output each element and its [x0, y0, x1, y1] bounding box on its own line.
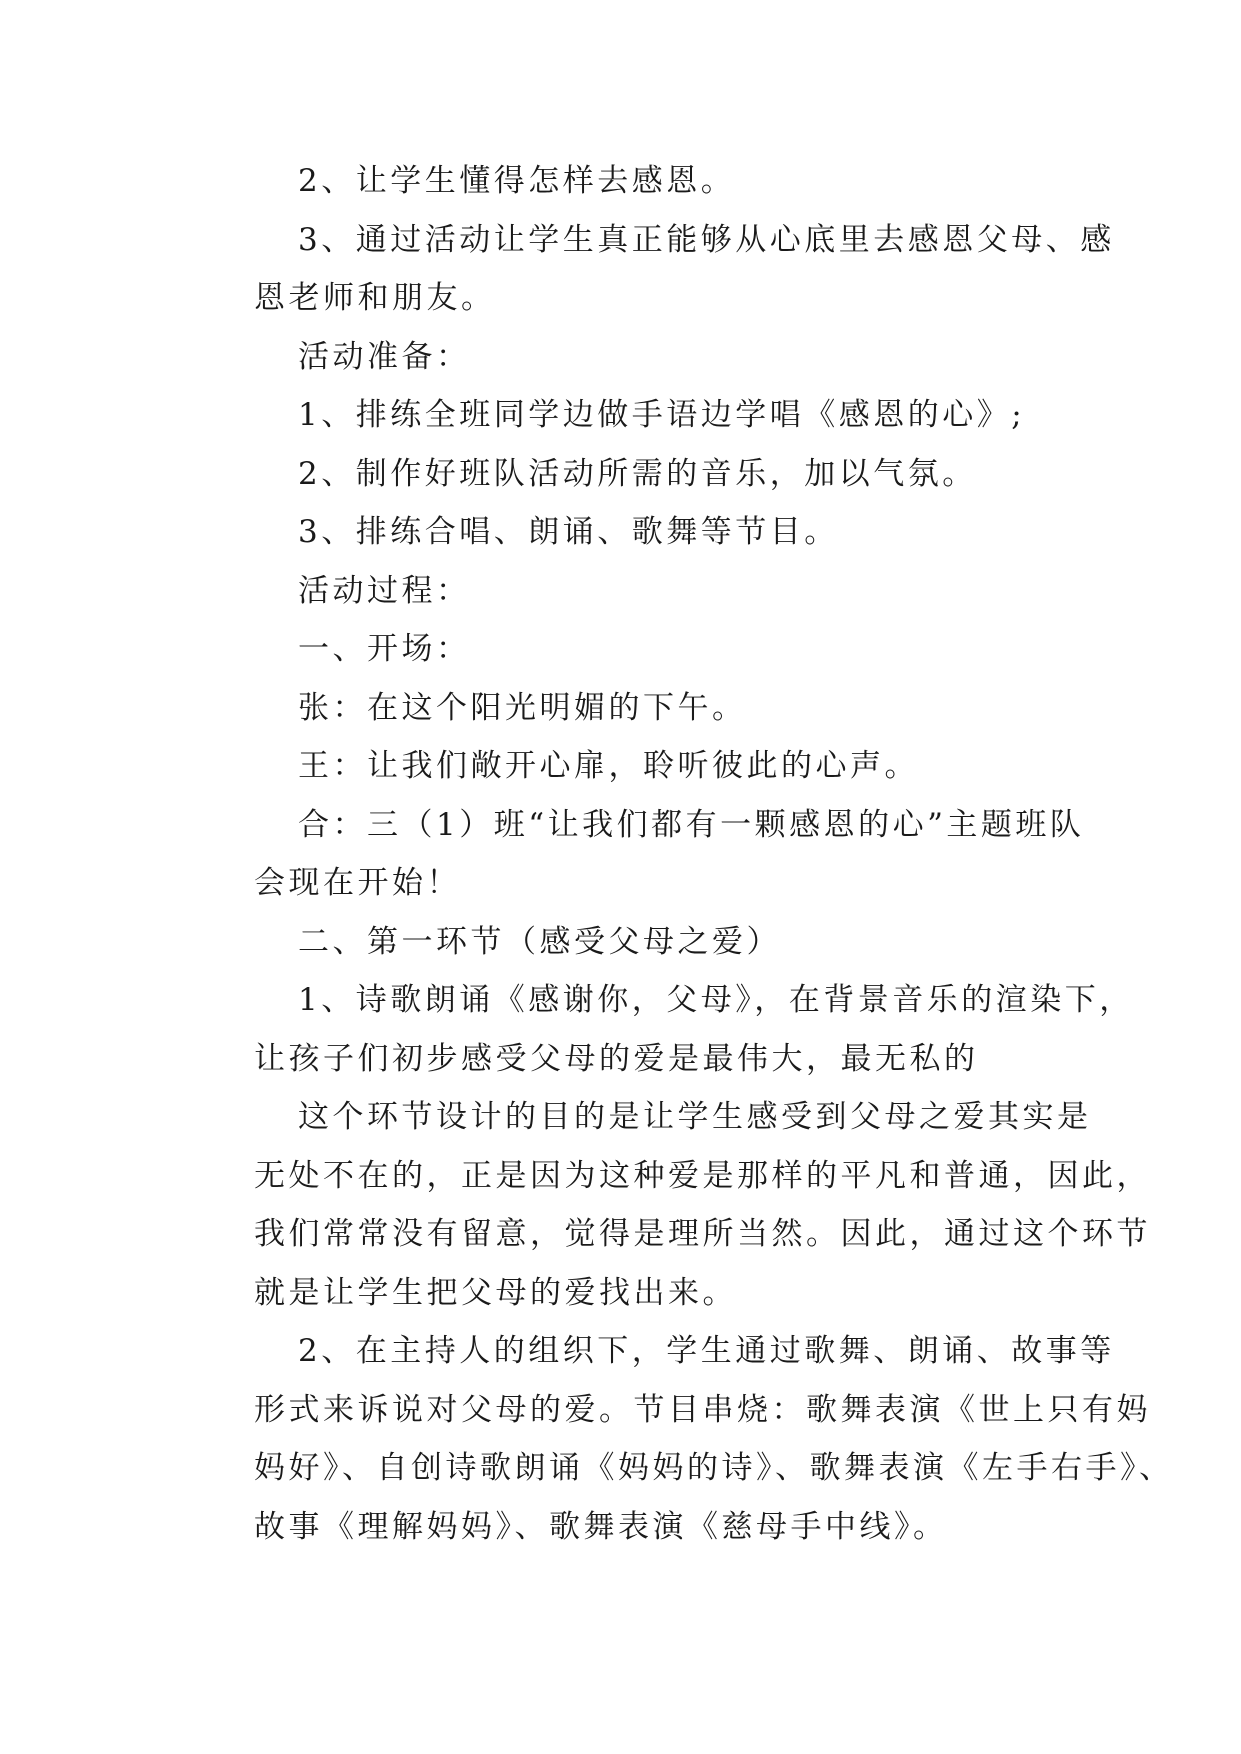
text-line: 3、排练合唱、朗诵、歌舞等节目。 — [298, 514, 839, 550]
document-body — [190, 152, 1174, 1556]
paragraph — [190, 562, 1068, 621]
text-line: 张：在这个阳光明媚的下午。 — [298, 689, 747, 726]
text-line: 合：三（1）班“让我们都有一颗感恩的心”主题班队 — [298, 806, 1085, 843]
text-line: 我们常常没有留意，觉得是理所当然。因此，通过这个环节 — [254, 1216, 1151, 1252]
paragraph — [190, 1088, 1151, 1322]
paragraph — [190, 328, 1068, 387]
paragraph — [190, 445, 1068, 504]
text-line: 2、制作好班队活动所需的音乐，加以气氛。 — [298, 455, 977, 492]
text-line: 1、排练全班同学边做手语边学唱《感恩的心》; — [298, 397, 1026, 433]
text-line: 就是让学生把父母的爱找出来。 — [254, 1274, 737, 1311]
paragraph — [190, 503, 1068, 562]
text-line: 2、在主持人的组织下，学生通过歌舞、朗诵、故事等 — [298, 1333, 1115, 1369]
text-line: 二、第一环节（感受父母之爱） — [298, 923, 781, 960]
paragraph — [190, 796, 1085, 913]
text-line: 这个环节设计的目的是让学生感受到父母之爱其实是 — [298, 1099, 1092, 1135]
paragraph — [190, 211, 1115, 328]
text-line: 会现在开始！ — [254, 865, 461, 901]
text-line: 1、诗歌朗诵《感谢你，父母》，在背景音乐的渲染下， — [298, 982, 1134, 1018]
text-line: 故事《理解妈妈》、歌舞表演《慈母手中线》。 — [254, 1508, 948, 1545]
text-line: 3、通过活动让学生真正能够从心底里去感恩父母、感 — [298, 221, 1115, 258]
text-line: 让孩子们初步感受父母的爱是最伟大，最无私的 — [254, 1040, 979, 1077]
paragraph — [190, 679, 1068, 738]
paragraph — [190, 1322, 1174, 1556]
text-line: 形式来诉说对父母的爱。节目串烧：歌舞表演《世上只有妈 — [254, 1391, 1151, 1428]
paragraph — [190, 737, 1068, 796]
text-line: 恩老师和朋友。 — [254, 280, 496, 316]
paragraph — [190, 620, 1068, 679]
text-line: 王：让我们敞开心扉，聆听彼此的心声。 — [298, 748, 919, 784]
paragraph — [190, 152, 1068, 211]
text-line: 无处不在的，正是因为这种爱是那样的平凡和普通，因此， — [254, 1157, 1151, 1194]
paragraph — [190, 971, 1134, 1088]
text-line: 一、开场： — [298, 631, 471, 667]
text-line: 2、让学生懂得怎样去感恩。 — [298, 163, 736, 199]
text-line: 活动过程： — [298, 572, 471, 609]
text-line: 妈好》、自创诗歌朗诵《妈妈的诗》、歌舞表演《左手右手》、 — [254, 1450, 1174, 1486]
paragraph — [190, 913, 1068, 972]
text-line: 活动准备： — [298, 338, 471, 375]
paragraph — [190, 386, 1068, 445]
